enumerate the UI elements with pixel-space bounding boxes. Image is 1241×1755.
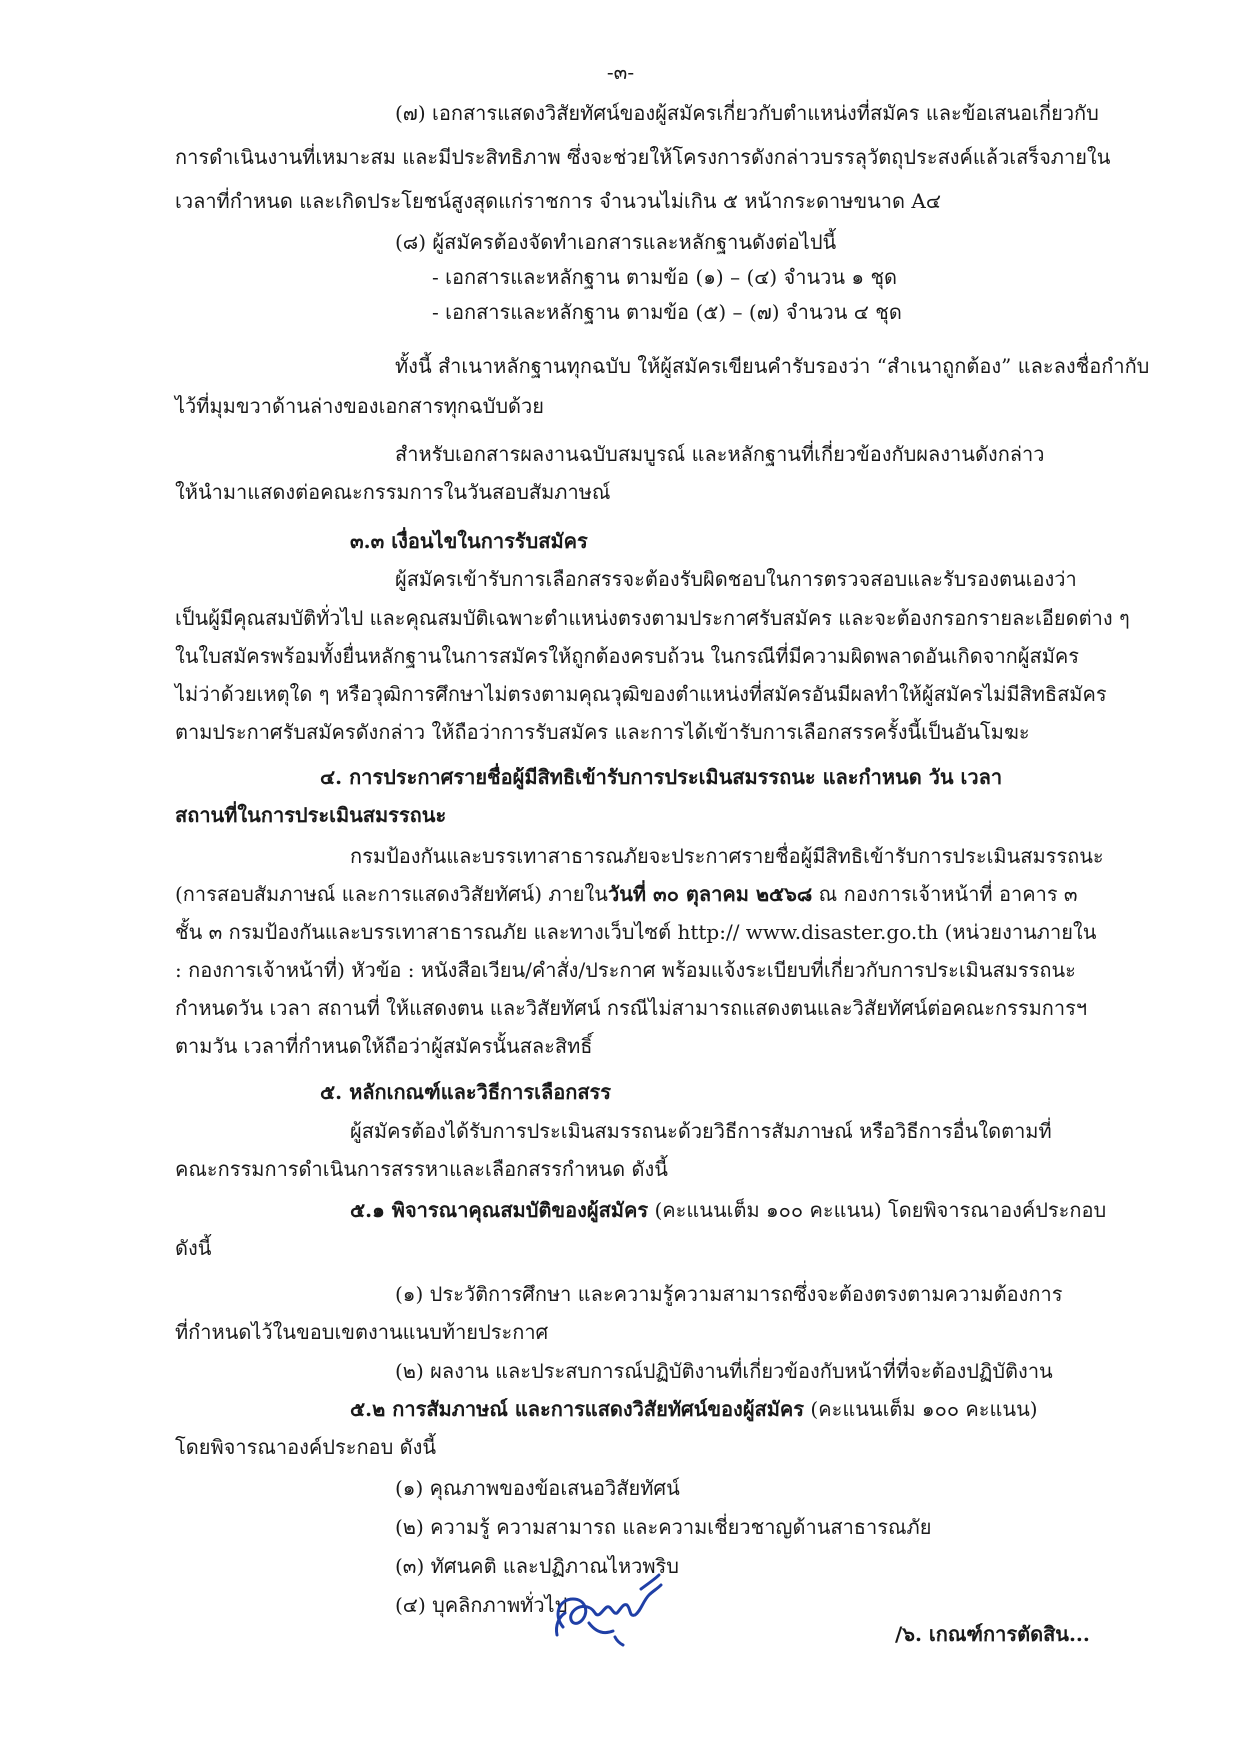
item7-line3: เวลาที่กำหนด และเกิดประโยชน์สูงสุดแก่ราชการ จำนวนไม่เกิน ๕ หน้ากระดาษขนาด A๔ — [175, 189, 941, 213]
item8-bullet1: - เอกสารและหลักฐาน ตามข้อ (๑) – (๔) จำนวน ๑ ชุด — [432, 265, 898, 289]
section-5-1-title: ๕.๑ พิจารณาคุณสมบัติของผู้สมัคร — [350, 1198, 649, 1222]
full-docs-note-line1: สำหรับเอกสารผลงานฉบับสมบูรณ์ และหลักฐานที่เกี่ยวข้องกับผลงานดังกล่าว — [395, 442, 1045, 466]
handwritten-signature — [545, 1565, 675, 1655]
item8-bullet2: - เอกสารและหลักฐาน ตามข้อ (๕) – (๗) จำนวน ๔ ชุด — [432, 300, 902, 324]
section-5-line1: ผู้สมัครต้องได้รับการประเมินสมรรถนะด้วยวิธีการสัมภาษณ์ หรือวิธีการอื่นใดตามที่ — [350, 1119, 1052, 1143]
item7-line2: การดำเนินงานที่เหมาะสม และมีประสิทธิภาพ ซึ่งจะช่วยให้โครงการดังกล่าวบรรลุวัตถุประสงค์แล้วเสร็จภายใน — [175, 145, 1111, 169]
section-5-2-item2: (๒) ความรู้ ความสามารถ และความเชี่ยวชาญด้านสาธารณภัย — [395, 1515, 932, 1539]
section-4-heading-line1: ๔. การประกาศรายชื่อผู้มีสิทธิเข้ารับการประเมินสมรรถนะ และกำหนด วัน เวลา — [320, 765, 1003, 789]
copies-note-line1: ทั้งนี้ สำเนาหลักฐานทุกฉบับ ให้ผู้สมัครเขียนคำรับรองว่า “สำเนาถูกต้อง” และลงชื่อกำกับ — [395, 354, 1150, 378]
continuation-note: /๖. เกณฑ์การตัดสิน... — [895, 1622, 1090, 1646]
announcement-date: วันที่ ๓๐ ตุลาคม ๒๕๖๘ — [607, 882, 813, 906]
section-5-heading: ๕. หลักเกณฑ์และวิธีการเลือกสรร — [320, 1080, 612, 1104]
section-5-2-title: ๕.๒ การสัมภาษณ์ และการแสดงวิสัยทัศน์ของผู้สมัคร — [350, 1397, 805, 1421]
section-5-1-item2: (๒) ผลงาน และประสบการณ์ปฏิบัติงานที่เกี่ยวข้องกับหน้าที่ที่จะต้องปฏิบัติงาน — [395, 1359, 1053, 1383]
section-4-line1: กรมป้องกันและบรรเทาสาธารณภัยจะประกาศรายชื่อผู้มีสิทธิเข้ารับการประเมินสมรรถนะ — [350, 844, 1104, 868]
section-4-line2-end: ณ กองการเจ้าหน้าที่ อาคาร ๓ — [812, 882, 1078, 906]
full-docs-note-line2: ให้นำมาแสดงต่อคณะกรรมการในวันสอบสัมภาษณ์ — [175, 480, 611, 504]
section-3-3-line5: ตามประกาศรับสมัครดังกล่าว ให้ถือว่าการรับสมัคร และการได้เข้ารับการเลือกสรรครั้งนี้เป็นอันโมฆะ — [175, 720, 1030, 744]
section-5-2-title-rest: (คะแนนเต็ม ๑๐๐ คะแนน) — [804, 1397, 1038, 1421]
item7-line1: (๗) เอกสารแสดงวิสัยทัศน์ของผู้สมัครเกี่ยวกับตำแหน่งที่สมัคร และข้อเสนอเกี่ยวกับ — [395, 101, 1099, 125]
section-5-2-line2: โดยพิจารณาองค์ประกอบ ดังนี้ — [175, 1435, 437, 1459]
section-5-line2: คณะกรรมการดำเนินการสรรหาและเลือกสรรกำหนด ดังนี้ — [175, 1157, 668, 1181]
section-5-2-item4: (๔) บุคลิกภาพทั่วไป — [395, 1593, 568, 1617]
section-3-3-line3: ในใบสมัครพร้อมทั้งยื่นหลักฐานในการสมัครให้ถูกต้องครบถ้วน ในกรณีที่มีความผิดพลาดอันเกิดจากผู้สมัคร — [175, 644, 1080, 668]
section-5-2-line1 — [350, 1395, 1038, 1423]
item8-line1: (๘) ผู้สมัครต้องจัดทำเอกสารและหลักฐานดังต่อไปนี้ — [395, 230, 837, 254]
page-number: -๓- — [606, 60, 635, 84]
section-3-3-line4: ไม่ว่าด้วยเหตุใด ๆ หรือวุฒิการศึกษาไม่ตรงตามคุณวุฒิของตำแหน่งที่สมัครอันมีผลทำให้ผู้สมัครไม่มีสิทธิสมัคร — [175, 682, 1107, 706]
section-5-1-title-rest: (คะแนนเต็ม ๑๐๐ คะแนน) โดยพิจารณาองค์ประกอบ — [648, 1198, 1107, 1222]
section-5-2-item3: (๓) ทัศนคติ และปฏิภาณไหวพริบ — [395, 1554, 679, 1578]
section-5-1-item1-line2: ที่กำหนดไว้ในขอบเขตงานแนบท้ายประกาศ — [175, 1320, 549, 1344]
section-4-line4: : กองการเจ้าหน้าที่) หัวข้อ : หนังสือเวียน/คำสั่ง/ประกาศ พร้อมแจ้งระเบียบที่เกี่ยวกับการประเมินสมรรถนะ — [175, 958, 1076, 982]
section-3-3-heading: ๓.๓ เงื่อนไขในการรับสมัคร — [350, 529, 588, 553]
section-5-1-line2: ดังนี้ — [175, 1236, 212, 1260]
section-4-line2-start: (การสอบสัมภาษณ์ และการแสดงวิสัยทัศน์) ภายใน — [175, 882, 608, 906]
copies-note-line2: ไว้ที่มุมขวาด้านล่างของเอกสารทุกฉบับด้วย — [175, 394, 544, 418]
section-4-line5: กำหนดวัน เวลา สถานที่ ให้แสดงตน และวิสัยทัศน์ กรณีไม่สามารถแสดงตนและวิสัยทัศน์ต่อคณะกรรมการฯ — [175, 996, 1088, 1020]
section-5-1-item1-line1: (๑) ประวัติการศึกษา และความรู้ความสามารถซึ่งจะต้องตรงตามความต้องการ — [395, 1282, 1063, 1306]
section-4-heading-line2: สถานที่ในการประเมินสมรรถนะ — [175, 803, 447, 827]
section-4-line2 — [175, 880, 1078, 908]
section-3-3-line1: ผู้สมัครเข้ารับการเลือกสรรจะต้องรับผิดชอบในการตรวจสอบและรับรองตนเองว่า — [395, 567, 1077, 591]
section-4-line6: ตามวัน เวลาที่กำหนดให้ถือว่าผู้สมัครนั้นสละสิทธิ์ — [175, 1034, 593, 1058]
section-3-3-line2: เป็นผู้มีคุณสมบัติทั่วไป และคุณสมบัติเฉพาะตำแหน่งตรงตามประกาศรับสมัคร และจะต้องกรอกรายละเอียดต่าง ๆ — [175, 606, 1130, 630]
section-5-1-line1 — [350, 1196, 1106, 1224]
section-4-line3: ชั้น ๓ กรมป้องกันและบรรเทาสาธารณภัย และทางเว็บไซต์ http:// www.disaster.go.th (หน่วยงานภายใน — [175, 920, 1097, 944]
section-5-2-item1: (๑) คุณภาพของข้อเสนอวิสัยทัศน์ — [395, 1476, 680, 1500]
